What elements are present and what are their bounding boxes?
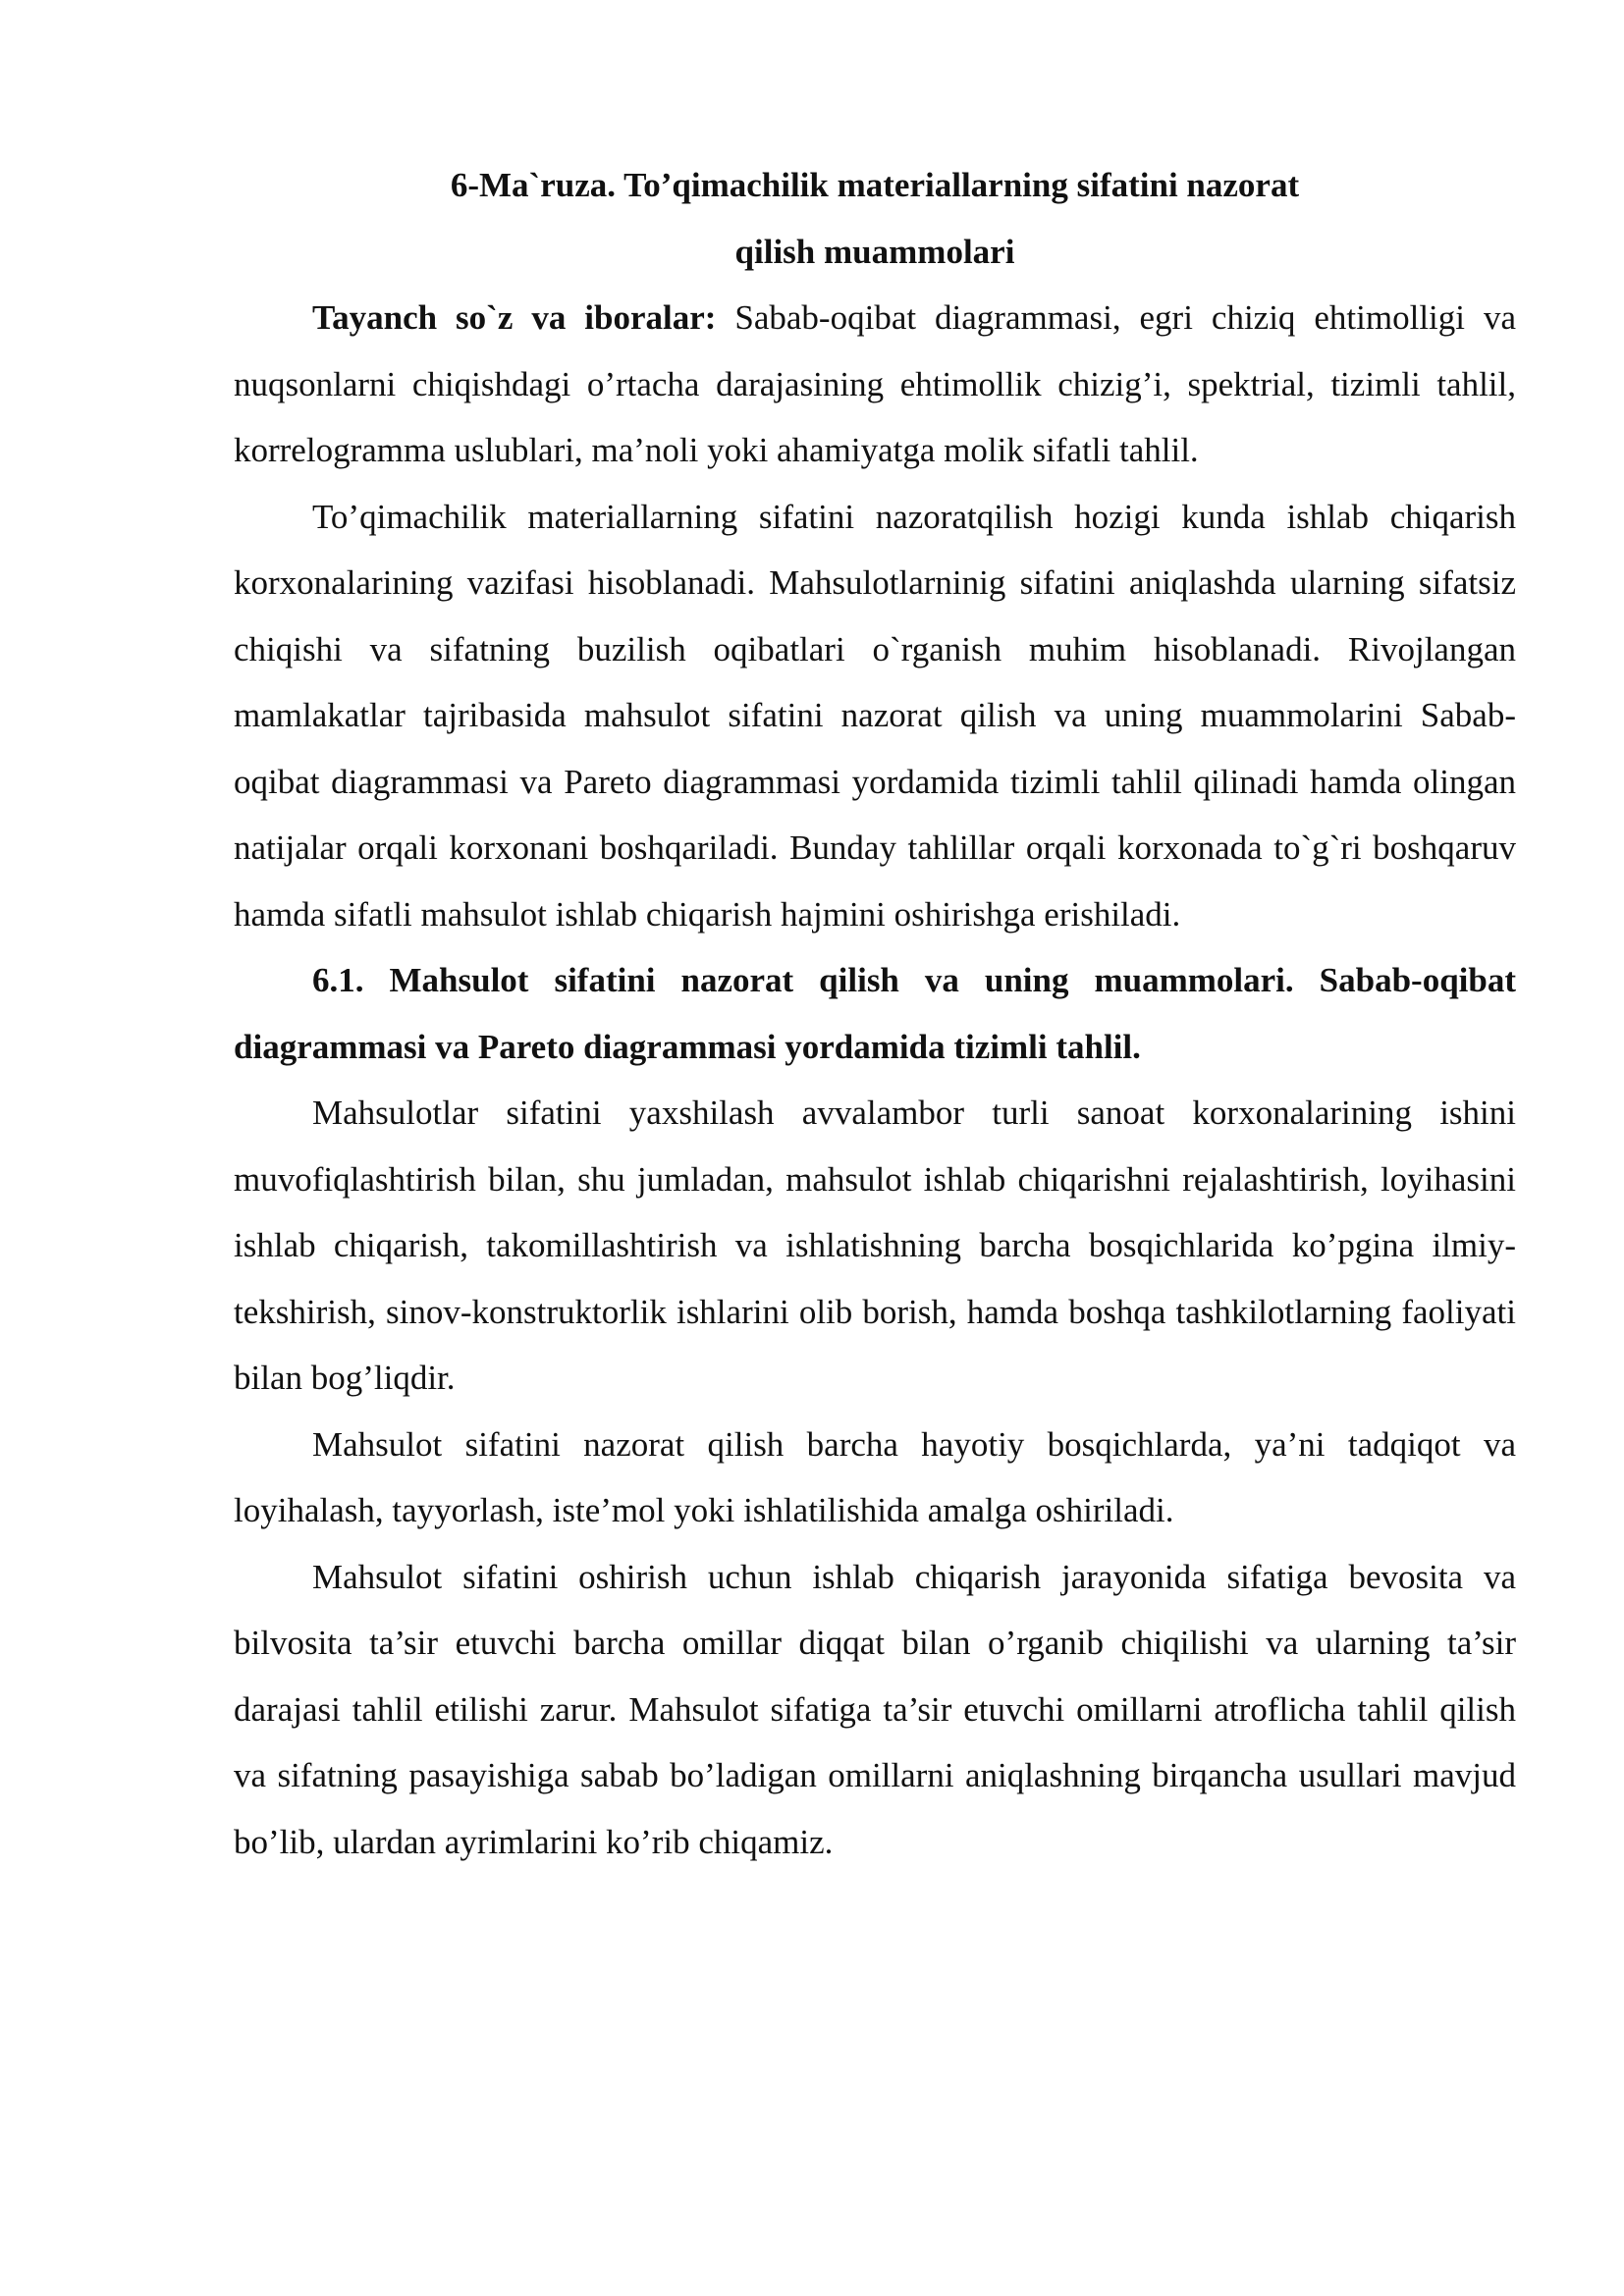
document-body (234, 152, 1516, 1875)
keywords-paragraph (234, 285, 1516, 484)
paragraph-intro: To’qimachilik materiallarning sifatini nazoratqilish hozigi kunda ishlab chiqarish korxonalarining vazifasi hisoblanadi. Mahsulotlarninig sifatini aniqlashda ularning sifatsiz chiqishi va sifatning buzilish oqibatlari o`rganish muhim hisoblanadi. Rivojlangan mamlakatlar tajribasida mahsulot sifatini nazorat qilish va uning muammolarini Sabab-oqibat diagrammasi va Pareto diagrammasi yordamida tizimli tahlil qilinadi hamda olingan natijalar orqali korxonani boshqariladi. Bunday tahlillar orqali korxonada to`g`ri boshqaruv hamda sifatli mahsulot ishlab chiqarish hajmini oshirishga erishiladi. (234, 497, 1516, 934)
lecture-title-line-1: 6-Ma`ruza. To’qimachilik materiallarning sifatini nazorat (450, 166, 1300, 204)
keywords-label: Tayanch so`z va iboralar: (312, 298, 717, 337)
section-heading: 6.1. Mahsulot sifatini nazorat qilish va uning muammolari. Sabab-oqibat diagrammasi va Pareto diagrammasi yordamida tizimli tahlil. (234, 961, 1516, 1066)
lecture-title-line-2: qilish muammolari (734, 232, 1015, 271)
paragraph-quality-factors: Mahsulot sifatini oshirish uchun ishlab chiqarish jarayonida sifatiga bevosita va bilvosita ta’sir etuvchi barcha omillar diqqat bilan o’rganib chiqilishi va ularning ta’sir darajasi tahlil etilishi zarur. Mahsulot sifatiga ta’sir etuvchi omillarni atroflicha tahlil qilish va sifatning pasayishiga sabab bo’ladigan omillarni aniqlashning birqancha usullari mavjud bo’lib, ulardan ayrimlarini ko’rib chiqamiz. (234, 1557, 1516, 1861)
paragraph-quality-control-stages: Mahsulot sifatini nazorat qilish barcha hayotiy bosqichlarda, ya’ni tadqiqot va loyihalash, tayyorlash, iste’mol yoki ishlatilishida amalga oshiriladi. (234, 1424, 1516, 1529)
lecture-title (234, 152, 1516, 285)
paragraph-quality-improvement: Mahsulotlar sifatini yaxshilash avvalambor turli sanoat korxonalarining ishini muvofiqlashtirish bilan, shu jumladan, mahsulot ishlab chiqarishni rejalashtirish, loyihasini ishlab chiqarish, takomillashtirish va ishlatishning barcha bosqichlarida ko’pgina ilmiy-tekshirish, sinov-konstruktorlik ishlarini olib borish, hamda boshqa tashkilotlarning faoliyati bilan bog’liqdir. (234, 1094, 1516, 1397)
keywords-text: Sabab-oqibat diagrammasi, egri chiziq ehtimolligi va nuqsonlarni chiqishdagi o’rtacha darajasining ehtimollik chizig’i, spektrial, tizimli tahlil, korrelogramma uslublari, ma’noli yoki ahamiyatga molik sifatli tahlil. (234, 298, 1516, 469)
